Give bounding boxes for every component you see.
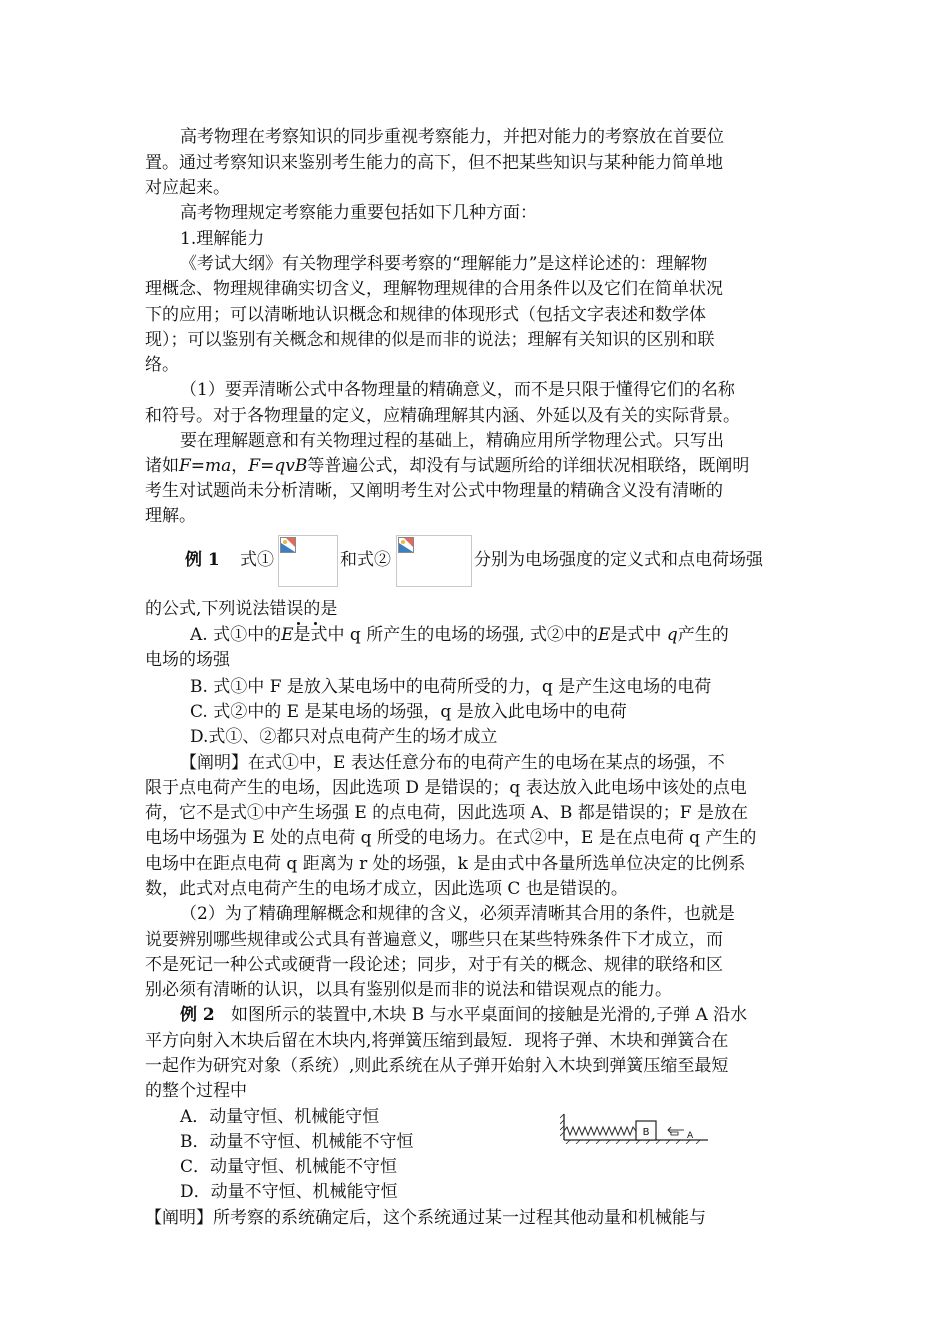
- formula-paragraph-line: 要在理解题意和有关物理过程的基础上，精确应用所学物理公式。只写出: [180, 431, 724, 451]
- option-a: A．动量守恒、机械能守恒: [180, 1107, 380, 1127]
- option-c: C. 式②中的 E 是某电场的场强，q 是放入此电场中的电荷: [190, 702, 627, 722]
- example2-label: 例 2: [180, 1005, 215, 1025]
- example1-question: 的公式,下列说法错误的是: [145, 599, 338, 619]
- broken-image-icon: [398, 537, 414, 553]
- block-label: B: [642, 1127, 650, 1138]
- option-a: A. 式①中的E是式中 q 所产生的电场的场强, 式②中的E是式中 q产生的: [190, 625, 729, 645]
- example1-text: 分别为电场强度的定义式和点电荷场强: [474, 550, 763, 570]
- intro-line: 对应起来。: [145, 178, 230, 198]
- option-b: B. 式①中 F 是放入某电场中的电荷所受的力，q 是产生这电场的电荷: [190, 677, 712, 697]
- bullet-label: A: [687, 1131, 694, 1141]
- explain-line: 限于点电荷产生的电场，因此选项 D 是错误的；q 表达放入此电场中该处的点电: [145, 778, 747, 798]
- intro-line: 高考物理在考察知识的同步重视考察能力，并把对能力的考察放在首要位: [180, 127, 724, 147]
- syllabus-line: 下的应用；可以清晰地认识概念和规律的体现形式（包括文字表述和数学体: [145, 305, 706, 325]
- point2-line: 说要辨别哪些规律或公式具有普遍意义，哪些只在某些特殊条件下才成立，而: [145, 930, 723, 950]
- syllabus-line: 络。: [145, 355, 179, 375]
- spring: [564, 1127, 636, 1135]
- formula-fma: F=ma: [179, 456, 232, 476]
- example2-line: 一起作为研究对象（系统）,则此系统在从子弹开始射入木块到弹簧压缩至最短: [145, 1056, 729, 1076]
- formula-paragraph-line: 理解。: [145, 506, 196, 526]
- syllabus-line: 现）；可以鉴别有关概念和规律的似是而非的说法；理解有关知识的区别和联: [145, 330, 715, 350]
- point1-line: 和符号。对于各物理量的定义，应精确理解其内涵、外延以及有关的实际背景。: [145, 406, 740, 426]
- option-a-cont: 电场的场强: [145, 650, 230, 670]
- section-heading: 1.理解能力: [180, 229, 265, 249]
- example1-label: 例 1: [185, 550, 220, 570]
- explain-line: 数，此式对点电荷产生的电场才成立，因此选项 C 也是错误的。: [145, 879, 628, 899]
- formula-paragraph-line: 考生对试题尚未分析清晰，又阐明考生对公式中物理量的精确含义没有清晰的: [145, 481, 723, 501]
- intro-line: 高考物理规定考察能力重要包括如下几种方面：: [180, 203, 537, 223]
- intro-line: 置。通过考察知识来鉴别考生能力的高下，但不把某些知识与某种能力简单地: [145, 153, 723, 173]
- point2-line: 不是死记一种公式或硬背一段论述；同步，对于有关的概念、规律的联络和区: [145, 955, 723, 975]
- point1-line: （1）要弄清晰公式中各物理量的精确意义，而不是只限于懂得它们的名称: [180, 380, 735, 400]
- syllabus-line: 理概念、物理规律确实切含义，理解物理规律的合用条件以及它们在简单状况: [145, 279, 723, 299]
- example2-line: 平方向射入木块后留在木块内,将弹簧压缩到最短．现将子弹、木块和弹簧合在: [145, 1031, 729, 1051]
- syllabus-line: 《考试大纲》有关物理学科要考察的“理解能力”是这样论述的：理解物: [180, 254, 708, 274]
- explain-line: 【阐明】在式①中，E 表达任意分布的电荷产生的电场在某点的场强，不: [180, 753, 725, 773]
- explain-line: 荷，它不是式①中产生场强 E 的点电荷，因此选项 A、B 都是错误的；F 是放在: [145, 803, 748, 823]
- point2-line: 别必须有清晰的认识，以具有鉴别似是而非的说法和错误观点的能力。: [145, 980, 672, 1000]
- option-d: D．动量不守恒、机械能守恒: [180, 1182, 398, 1202]
- option-d: D.式①、②都只对点电荷产生的场才成立: [190, 727, 498, 747]
- explain-line: 电场中在距点电荷 q 距离为 r 处的场强，k 是由式中各量所选单位决定的比例系: [145, 854, 746, 874]
- point2-line: （2）为了精确理解概念和规律的含义，必须弄清晰其合用的条件，也就是: [180, 904, 735, 924]
- formula-fqvb: F=qvB: [248, 456, 308, 476]
- formula2-image: [396, 535, 472, 587]
- formula-paragraph-line: 诸如F=ma，F=qvB等普遍公式，却没有与试题所给的详细状况相联络，既阐明: [145, 456, 750, 476]
- formula1-image: [278, 535, 338, 587]
- bullet-a: [671, 1132, 678, 1135]
- explain-line: 电场中场强为 E 处的点电荷 q 所受的电场力。在式②中，E 是在点电荷 q 产生的: [145, 828, 757, 848]
- option-c: C．动量守恒、机械能不守恒: [180, 1157, 398, 1177]
- explain-line: 【阐明】所考察的系统确定后，这个系统通过某一过程其他动量和机械能与: [145, 1208, 706, 1228]
- broken-image-icon: [280, 537, 296, 553]
- option-b: B．动量不守恒、机械能不守恒: [180, 1132, 414, 1152]
- spring-block-figure: [560, 1110, 710, 1144]
- example1-text: 和式②: [340, 550, 391, 570]
- example2-line: 的整个过程中: [145, 1081, 247, 1101]
- example1-text: 式①: [240, 550, 274, 570]
- example2-line: 例 2 如图所示的装置中,木块 B 与水平桌面间的接触是光滑的,子弹 A 沿水: [180, 1005, 748, 1025]
